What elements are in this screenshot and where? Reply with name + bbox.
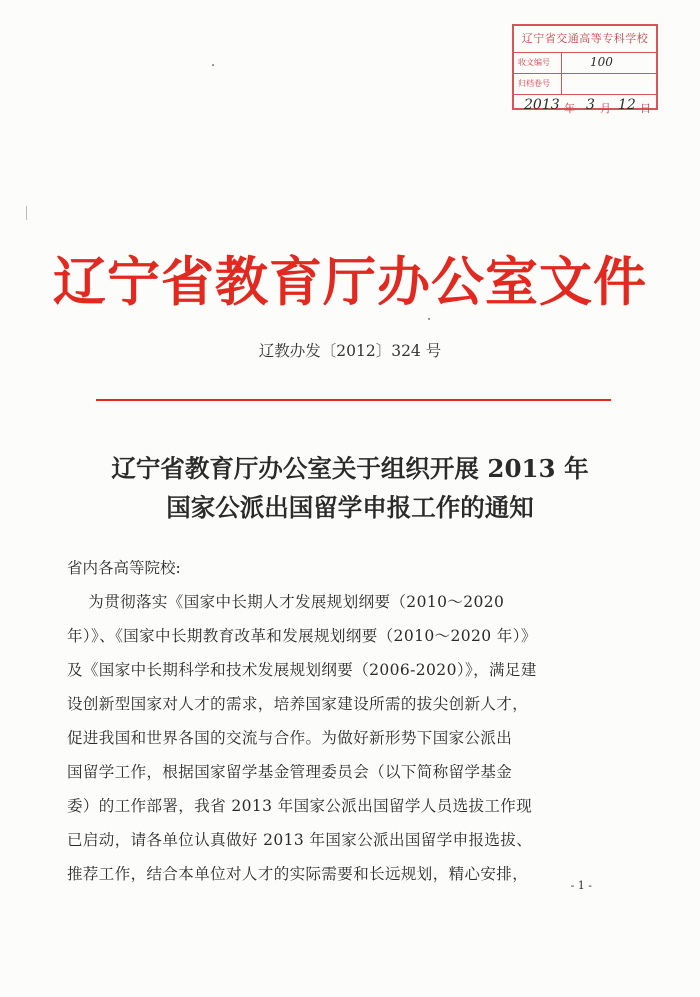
salutation: 省内各高等院校: (67, 559, 181, 577)
body-line: 促进我国和世界各国的交流与合作。为做好新形势下国家公派出 (67, 729, 513, 747)
stamp-date-month: 3 (586, 97, 595, 113)
scan-speck (428, 318, 430, 320)
stamp-date (514, 95, 656, 113)
stamp-month-unit: 月 (600, 102, 611, 115)
notice-title-line-1: 辽宁省教育厅办公室关于组织开展 2013 年 (111, 454, 589, 483)
body-line: 委）的工作部署，我省 2013 年国家公派出国留学人员选拔工作现 (67, 797, 533, 815)
stamp-year-unit: 年 (564, 102, 575, 115)
scan-speck (212, 64, 214, 66)
body-line: 国留学工作，根据国家留学基金管理委员会（以下简称留学基金 (67, 763, 513, 781)
stamp-row-label: 归档卷号 (516, 74, 562, 94)
stamp-row-date (514, 95, 656, 113)
stamp-school-name: 辽宁省交通高等专科学校 (514, 26, 656, 53)
stamp-row-receipt-number (514, 53, 656, 74)
stamp-date-year: 2013 (524, 97, 560, 113)
stamp-row-archive-number (514, 74, 656, 95)
body-line: 设创新型国家对人才的需求，培养国家建设所需的拔尖创新人才， (67, 695, 529, 713)
notice-title-line-2: 国家公派出国留学申报工作的通知 (166, 493, 534, 522)
stamp-day-unit: 日 (640, 102, 651, 115)
stamp-handwritten-number: 100 (590, 55, 613, 69)
stamp-date-day: 12 (618, 97, 636, 113)
document-number: 辽教办发〔2012〕324 号 (258, 342, 442, 360)
body-line: 及《国家中长期科学和技术发展规划纲要（2006-2020）》，满足建 (67, 661, 537, 679)
page-number: - 1 - (570, 879, 592, 892)
scan-mark (26, 206, 27, 220)
document-issuer-title: 辽宁省教育厅办公室文件 (53, 252, 647, 313)
body-line: 年）》、《国家中长期教育改革和发展规划纲要（2010～2020 年）》 (67, 627, 537, 645)
body-line: 已启动，请各单位认真做好 2013 年国家公派出国留学申报选拔、 (67, 831, 533, 849)
stamp-row-label: 收文编号 (516, 53, 562, 73)
body-line: 为贯彻落实《国家中长期人才发展规划纲要（2010～2020 (67, 593, 505, 611)
receipt-stamp (512, 24, 658, 115)
body-line: 推荐工作，结合本单位对人才的实际需要和长远规划，精心安排， (67, 865, 529, 883)
red-divider-line (96, 399, 611, 401)
